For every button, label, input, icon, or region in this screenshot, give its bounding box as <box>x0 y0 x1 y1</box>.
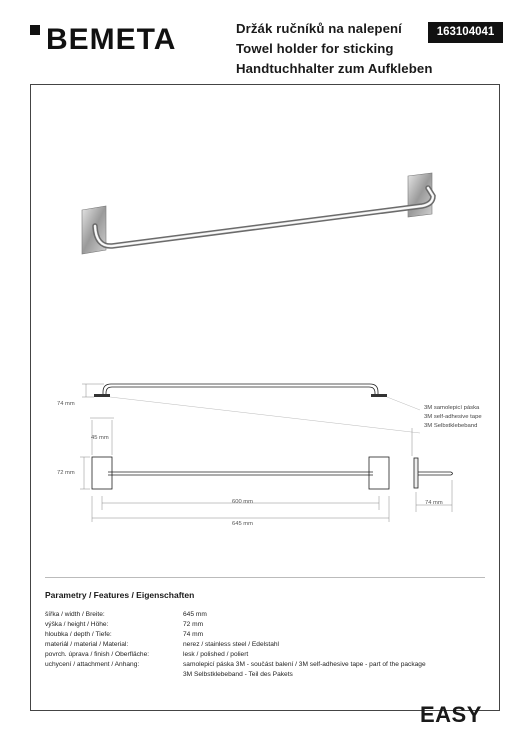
dim-plate-width: 45 mm <box>91 435 109 441</box>
feature-label: materiál / material / Material: <box>45 641 129 648</box>
series-label: EASY <box>420 702 482 727</box>
tape-note-en: 3M self-adhesive tape <box>424 414 482 420</box>
feature-value: 645 mm <box>183 611 207 618</box>
feature-value: 72 mm <box>183 621 204 628</box>
dim-side-depth: 74 mm <box>425 500 443 506</box>
title-de: Handtuchhalter zum Aufkleben <box>236 61 433 76</box>
features-separator <box>45 577 485 578</box>
dim-inner-width: 600 mm <box>232 499 253 505</box>
product-code: 163104041 <box>428 22 503 43</box>
feature-value: samolepicí páska 3M - součást balení / 3M self-adhesive tape - part of the package <box>183 661 426 668</box>
feature-label: hloubka / depth / Tiefe: <box>45 631 112 638</box>
feature-label: uchycení / attachment / Anhang: <box>45 661 140 668</box>
feature-value-continuation: 3M Selbstklebeband - Teil des Pakets <box>183 671 293 678</box>
dim-depth-top: 72 mm <box>57 470 75 476</box>
title-cz: Držák ručníků na nalepení <box>236 21 402 36</box>
side-view <box>414 458 453 488</box>
front-elevation <box>94 384 387 397</box>
tape-note-de: 3M Selbstklebeband <box>424 423 478 429</box>
feature-label: povrch. úprava / finish / Oberfläche: <box>45 651 150 658</box>
product-image <box>82 173 433 254</box>
features-title: Parametry / Features / Eigenschaften <box>45 590 195 600</box>
feature-value: 74 mm <box>183 631 204 638</box>
title-en: Towel holder for sticking <box>236 41 394 56</box>
feature-value: lesk / polished / poliert <box>183 651 249 658</box>
feature-value: nerez / stainless steel / Edelstahl <box>183 641 280 648</box>
feature-label: výška / height / Höhe: <box>45 621 109 628</box>
top-view <box>92 457 389 489</box>
dim-height-front: 74 mm <box>57 401 75 407</box>
tape-note-cz: 3M samolepicí páska <box>424 405 480 411</box>
dim-total-width: 645 mm <box>232 521 253 527</box>
brand-logo-text: BEMETA <box>46 23 177 54</box>
feature-label: šířka / width / Breite: <box>45 611 105 618</box>
